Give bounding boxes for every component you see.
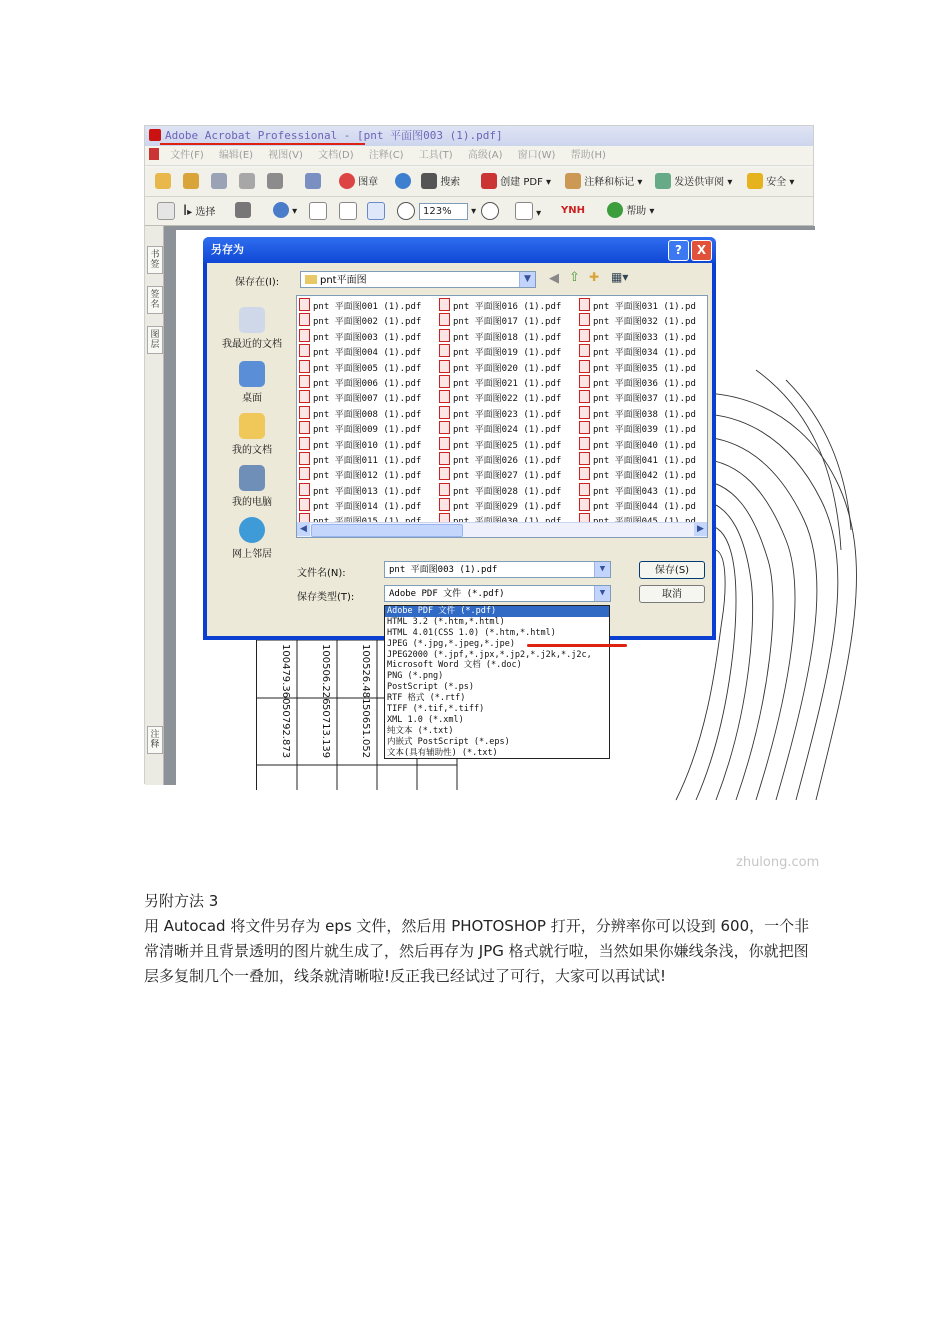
filename-label: 文件名(N): [297,568,346,579]
file-item[interactable]: pnt 平面图035 (1).pd [579,360,696,375]
red-highlight-annotation [527,644,627,647]
pdf-icon [299,406,310,419]
tab-signatures[interactable]: 签名 [147,286,163,314]
toolbar-secondary [145,197,813,226]
filetype-select[interactable]: Adobe PDF 文件 (*.pdf) ▼ [384,585,611,602]
dialog-title-bar [203,237,716,263]
send-review-button[interactable]: 发送供审阅 ▾ [655,173,732,191]
file-item[interactable]: pnt 平面图024 (1).pdf [439,421,561,436]
watermark: zhulong.com [736,855,820,870]
file-column [439,298,561,529]
file-item[interactable]: pnt 平面图044 (1).pd [579,498,696,513]
file-list [296,295,708,538]
folder-icon[interactable] [183,173,199,191]
pdf-icon [439,452,450,465]
place-my-computer[interactable]: 我的电脑 [213,465,291,508]
pdf-icon [579,467,590,480]
filetype-option[interactable]: JPEG (*.jpg,*.jpeg,*.jpe) [387,638,515,649]
file-item[interactable]: pnt 平面图001 (1).pdf [299,298,421,313]
pdf-icon [439,437,450,450]
filetype-dropdown-list [384,605,610,759]
file-column [299,298,421,529]
file-item[interactable]: pnt 平面图038 (1).pd [579,406,696,421]
file-item[interactable]: pnt 平面图040 (1).pd [579,437,696,452]
file-item[interactable]: pnt 平面图037 (1).pd [579,390,696,405]
pdf-icon [579,344,590,357]
folder-icon [305,275,317,284]
menu-file[interactable]: 文件(F) [170,150,204,161]
file-item[interactable]: pnt 平面图023 (1).pdf [439,406,561,421]
fit-page-icon[interactable] [339,202,357,220]
pdf-icon [439,467,450,480]
pdf-icon [299,498,310,511]
file-item[interactable]: pnt 平面图016 (1).pdf [439,298,561,313]
print-icon[interactable] [239,173,255,191]
network-icon [239,517,265,543]
close-button[interactable]: X [691,240,712,261]
hand-tool-icon[interactable] [157,202,175,220]
chevron-down-icon: ▼ [594,586,610,601]
file-item[interactable]: pnt 平面图034 (1).pd [579,344,696,359]
scroll-right-icon[interactable]: ▶ [694,523,707,536]
fit-width-icon[interactable] [367,202,385,220]
dialog-body [207,263,712,636]
table-cell: 100506.226 [320,644,331,705]
red-underline-annotation [160,143,365,145]
pdf-icon [439,298,450,311]
pdf-icon [579,390,590,403]
table-cell: 50713.139 [320,704,331,759]
my-computer-icon [239,465,265,491]
table-cell: 50651.052 [360,704,371,759]
place-network[interactable]: 网上邻居 [213,517,291,560]
title-bar [145,126,813,146]
pdf-icon [299,360,310,373]
chevron-down-icon: ▼ [519,272,535,287]
zoom-level-field[interactable]: 123% ▾ [419,203,476,221]
pdf-icon [439,313,450,326]
file-item[interactable]: pnt 平面图025 (1).pdf [439,437,561,452]
scroll-thumb[interactable] [311,524,463,537]
help-button[interactable]: 帮助 ▾ [607,202,654,220]
file-item[interactable]: pnt 平面图012 (1).pdf [299,467,421,482]
filetype-option[interactable]: PostScript (*.ps) [387,682,474,693]
cancel-button[interactable]: 取消 [639,585,705,603]
pdf-icon [299,375,310,388]
save-in-combo[interactable]: pnt平面图 ▼ [300,271,536,288]
search-button[interactable]: 搜索 [421,173,460,191]
pdf-icon [439,390,450,403]
pdf-icon [299,483,310,496]
file-item[interactable]: pnt 平面图008 (1).pdf [299,406,421,421]
navigation-sidebar [145,226,164,785]
file-item[interactable]: pnt 平面图007 (1).pdf [299,390,421,405]
binoculars-icon [421,173,437,189]
pdf-icon [579,483,590,496]
file-item[interactable]: pnt 平面图043 (1).pd [579,483,696,498]
file-column [579,298,696,529]
pdf-icon [579,313,590,326]
pdf-icon [299,437,310,450]
pdf-icon [579,329,590,342]
document-icon [149,148,159,160]
pdf-icon [439,360,450,373]
file-item[interactable]: pnt 平面图010 (1).pdf [299,437,421,452]
open-icon[interactable] [155,173,171,191]
file-item[interactable]: pnt 平面图002 (1).pdf [299,313,421,328]
horizontal-scrollbar[interactable] [297,522,707,537]
filetype-option[interactable]: XML 1.0 (*.xml) [387,714,464,725]
pdf-icon [299,467,310,480]
filetype-option[interactable]: HTML 4.01(CSS 1.0) (*.htm,*.html) [387,627,556,638]
attach-icon[interactable] [305,173,321,191]
file-item[interactable]: pnt 平面图021 (1).pdf [439,375,561,390]
help-icon [607,202,623,218]
desktop-icon [239,361,265,387]
pdf-icon [439,344,450,357]
menu-document[interactable]: 文档(D) [318,150,354,161]
filetype-option[interactable]: Microsoft Word 文档 (*.doc) [387,660,522,671]
menu-help[interactable]: 帮助(H) [570,150,606,161]
new-folder-icon[interactable]: ✚ [589,270,600,284]
pdf-icon [299,344,310,357]
file-item[interactable]: pnt 平面图011 (1).pdf [299,452,421,467]
file-item[interactable]: pnt 平面图005 (1).pdf [299,360,421,375]
email-icon[interactable] [267,173,283,191]
filetype-option[interactable]: HTML 3.2 (*.htm,*.html) [387,616,505,627]
pdf-icon [579,421,590,434]
pdf-icon [579,437,590,450]
file-item[interactable]: pnt 平面图003 (1).pdf [299,329,421,344]
place-recent[interactable]: 我最近的文档 [213,307,291,350]
file-item[interactable]: pnt 平面图018 (1).pdf [439,329,561,344]
scroll-left-icon[interactable]: ◀ [297,523,310,536]
pages-icon[interactable]: ▾ [515,202,541,220]
filetype-option[interactable]: TIFF (*.tif,*.tiff) [387,704,485,715]
stamp-button[interactable]: 图章 [339,173,378,191]
file-item[interactable]: pnt 平面图020 (1).pdf [439,360,561,375]
file-item[interactable]: pnt 平面图004 (1).pdf [299,344,421,359]
pdf-icon [439,421,450,434]
article-body: 用 Autocad 将文件另存为 eps 文件，然后用 PHOTOSHOP 打开，分辨率你可以设到 600，一个非常清晰并且背景透明的图片就生成了，然后再存为 JPG 格式就行啦，当然如果你嫌线条浅，你就把图层多复制几个一叠加，线条就清晰啦!反正我已经试过了可行，大家可以再试试! [144,917,810,985]
pdf-icon [439,483,450,496]
file-item[interactable]: pnt 平面图036 (1).pd [579,375,696,390]
view-menu-icon[interactable]: ▦▾ [611,270,629,284]
pdf-icon [439,406,450,419]
tab-comments[interactable]: 注释 [147,726,163,754]
menu-edit[interactable]: 编辑(E) [218,150,254,161]
article-heading: 另附方法 3 [144,892,219,910]
up-folder-icon[interactable]: ⇧ [569,270,580,285]
pdf-icon [299,298,310,311]
file-item[interactable]: pnt 平面图019 (1).pdf [439,344,561,359]
dialog-title: 另存为 [211,243,244,256]
menu-view[interactable]: 视图(V) [268,150,303,161]
pdf-icon [579,298,590,311]
help-button[interactable]: ? [668,240,689,261]
pdf-icon [299,421,310,434]
file-item[interactable]: pnt 平面图026 (1).pdf [439,452,561,467]
window-title: Adobe Acrobat Professional - [pnt 平面图003 (1).pdf] [165,129,503,142]
pdf-icon [579,406,590,419]
filetype-option[interactable]: RTF 格式 (*.rtf) [387,693,466,704]
pdf-icon [299,313,310,326]
places-bar [213,295,291,585]
lock-icon [747,173,763,189]
filename-input[interactable]: pnt 平面图003 (1).pdf ▼ [384,561,611,578]
file-item[interactable]: pnt 平面图014 (1).pdf [299,498,421,513]
file-item[interactable]: pnt 平面图039 (1).pd [579,421,696,436]
menu-window[interactable]: 窗口(W) [517,150,556,161]
pdf-icon [579,360,590,373]
file-item[interactable]: pnt 平面图028 (1).pdf [439,483,561,498]
security-button[interactable]: 安全 ▾ [747,173,794,191]
send-review-icon [655,173,671,189]
save-in-label: 保存在(I): [235,277,280,288]
pdf-icon [579,452,590,465]
chevron-down-icon: ▼ [594,562,610,577]
file-item[interactable]: pnt 平面图017 (1).pdf [439,313,561,328]
pdf-icon [439,498,450,511]
select-tool-button[interactable]: I▸ 选择 [183,203,216,219]
filetype-option[interactable]: PNG (*.png) [387,671,444,682]
file-item[interactable]: pnt 平面图013 (1).pdf [299,483,421,498]
table-cell: 100479.360 [280,644,291,705]
toolbar-main [145,168,813,197]
menu-tools[interactable]: 工具(T) [418,150,453,161]
table-cell: 50792.873 [280,704,291,759]
acrobat-logo-icon [149,129,161,141]
filetype-option[interactable]: 内嵌式 PostScript (*.eps) [387,736,510,747]
create-pdf-button[interactable]: 创建 PDF ▾ [481,173,551,191]
file-item[interactable]: pnt 平面图009 (1).pdf [299,421,421,436]
place-desktop[interactable]: 桌面 [213,361,291,404]
actual-size-icon[interactable] [309,202,327,220]
file-item[interactable]: pnt 平面图029 (1).pdf [439,498,561,513]
filetype-label: 保存类型(T): [297,592,355,603]
my-documents-icon [239,413,265,439]
acrobat-screenshot [144,125,820,870]
menu-comments[interactable]: 注释(C) [368,150,404,161]
file-item[interactable]: pnt 平面图042 (1).pd [579,467,696,482]
text-cursor-icon: I [183,203,188,219]
pdf-icon [579,375,590,388]
pdf-icon [579,498,590,511]
file-item[interactable]: pnt 平面图031 (1).pd [579,298,696,313]
filetype-option[interactable]: 文本(具有辅助性) (*.txt) [387,747,498,758]
file-item[interactable]: pnt 平面图041 (1).pd [579,452,696,467]
file-item[interactable]: pnt 平面图033 (1).pd [579,329,696,344]
pdf-icon [299,452,310,465]
file-item[interactable]: pnt 平面图032 (1).pd [579,313,696,328]
back-icon[interactable]: ◀ [549,271,559,286]
file-item[interactable]: pnt 平面图006 (1).pdf [299,375,421,390]
filetype-option[interactable]: JPEG2000 (*.jpf,*.jpx,*.jp2,*.j2k,*.j2c, [387,649,592,660]
tab-bookmarks[interactable]: 书签 [147,246,163,274]
create-pdf-icon [481,173,497,189]
filetype-option[interactable]: 纯文本 (*.txt) [387,725,454,736]
menu-bar [145,147,813,166]
save-button[interactable]: 保存(S) [639,561,705,579]
snapshot-icon[interactable] [235,202,251,220]
table-cell: 100526.481 [360,644,371,705]
stamp-icon [339,173,355,189]
file-item[interactable]: pnt 平面图027 (1).pdf [439,467,561,482]
menu-advanced[interactable]: 高级(A) [467,150,503,161]
pdf-icon [439,375,450,388]
ynh-icon[interactable]: YNH [561,205,585,216]
annotate-button[interactable]: 注释和标记 ▾ [565,173,642,191]
article-text [144,889,814,989]
annotate-icon [565,173,581,189]
place-my-documents[interactable]: 我的文档 [213,413,291,456]
pdf-icon [299,329,310,342]
filetype-option[interactable]: Adobe PDF 文件 (*.pdf) [385,606,609,617]
recent-documents-icon [239,307,265,333]
save-icon[interactable] [211,173,227,191]
globe-icon[interactable] [395,173,411,191]
pdf-icon [299,390,310,403]
zoom-in-icon[interactable] [481,202,499,220]
zoom-icon[interactable]: ▾ [273,202,297,220]
file-item[interactable]: pnt 平面图022 (1).pdf [439,390,561,405]
zoom-out-icon[interactable] [397,202,415,220]
pdf-icon [439,329,450,342]
save-as-dialog [203,237,716,640]
tab-layers[interactable]: 图层 [147,326,163,354]
